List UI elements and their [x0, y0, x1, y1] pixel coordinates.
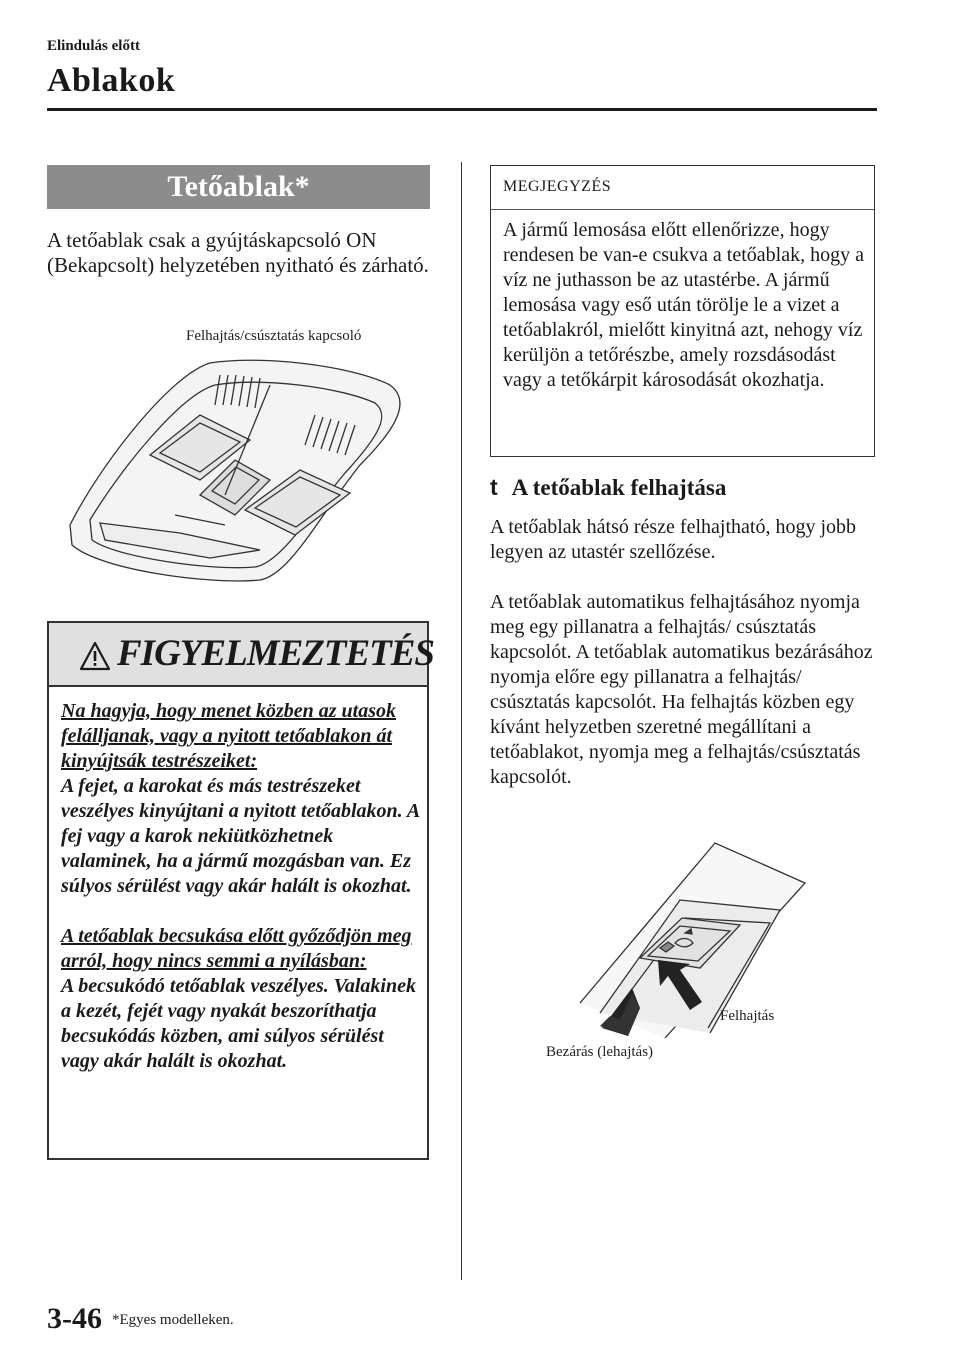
- paragraph-ventilation: A tetőablak hátsó része felhajtható, hogy jobb legyen az utastér szellőzése.: [490, 516, 857, 563]
- tilt-switch-illustration: [540, 838, 830, 1038]
- note-title: MEGJEGYZÉS: [503, 178, 612, 195]
- footnote: *Egyes modelleken.: [112, 1312, 234, 1328]
- warning-title: FIGYELMEZTETÉS: [117, 633, 434, 674]
- column-divider: [461, 162, 462, 1280]
- subheading-marker: t: [490, 474, 498, 500]
- warning-heading-2: A tetőablak becsukása előtt győződjön meg arról, hogy nincs semmi a nyílásban:: [61, 925, 412, 972]
- note-body: A jármű lemosása előtt ellenőrizze, hogy rendesen be van-e csukva a tetőablak, hogy a víz ne juthasson be az utastérbe. A jármű lemosása vagy eső után törölje le a vizet a tetőablakról, mielőtt kinyitná azt, nehogy víz kerüljön a tetőrészbe, amely rozsdásodást vagy a tetőkárpit károsodását okozhatja.: [503, 219, 864, 391]
- warning-box: [47, 621, 434, 1160]
- figure-label-switch: Felhajtás/csúsztatás kapcsoló: [186, 328, 362, 344]
- note-header: [491, 166, 874, 210]
- figure-label-close: Bezárás (lehajtás): [546, 1044, 654, 1060]
- warning-header: [49, 623, 434, 687]
- warning-triangle-icon: [79, 641, 111, 671]
- overhead-console-illustration: [60, 345, 430, 590]
- warning-text-1: A fejet, a karokat és más testrészeket veszélyes kinyújtani a nyitott tetőablakon. A fej vagy a karok nekiütközhetnek valaminek, ha a jármű mozgásban van. Ez súlyos sérülést vagy akár halált is okozhat.: [61, 775, 420, 897]
- note-box: [490, 165, 875, 457]
- page-title: Ablakok: [47, 62, 176, 99]
- section-banner: Tetőablak*: [47, 165, 430, 209]
- breadcrumb: Elindulás előtt: [47, 38, 140, 54]
- warning-text-2: A becsukódó tetőablak veszélyes. Valakinek a kezét, fejét vagy nyakát beszoríthatja becsukódás közben, ami súlyos sérülést vagy akár halált is okozhat.: [61, 975, 416, 1072]
- warning-body: [61, 699, 421, 1099]
- subheading: [490, 474, 726, 501]
- paragraph-operation: A tetőablak automatikus felhajtásához nyomja meg egy pillanatra a felhajtás/ csúsztatás kapcsolót. A tetőablak automatikus bezárásához nyomja előre egy pillanatra a felhajtás/ csúsztatás kapcsolót. Ha felhajtás közben egy kívánt helyzetben szeretné megállítani a tetőablakot, nyomja meg a felhajtás/csúsztatás kapcsolót.: [490, 591, 873, 788]
- figure-label-tilt: Felhajtás: [720, 1008, 775, 1024]
- title-rule: [47, 108, 877, 111]
- subheading-text: A tetőablak felhajtása: [511, 475, 727, 500]
- intro-paragraph: A tetőablak csak a gyújtáskapcsoló ON (Bekapcsolt) helyzetében nyitható és zárható.: [47, 228, 429, 277]
- page-number: 3-46: [47, 1302, 102, 1335]
- warning-heading-1: Na hagyja, hogy menet közben az utasok felálljanak, vagy a nyitott tetőablakon át kinyújtsák testrészeiket:: [61, 700, 397, 772]
